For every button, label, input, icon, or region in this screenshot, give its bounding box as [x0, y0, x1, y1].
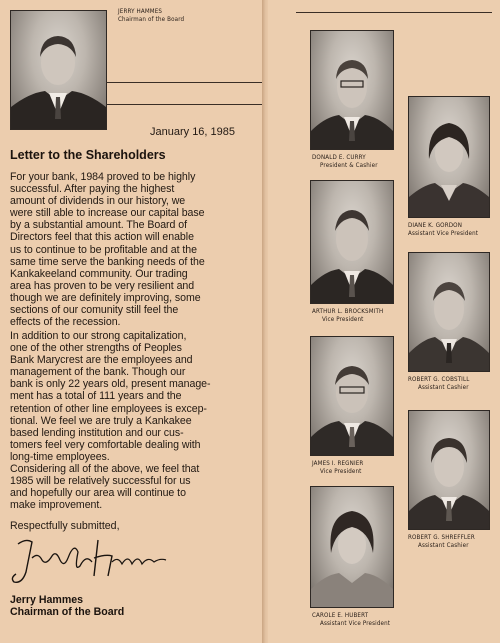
officer-title: President & Cashier — [320, 161, 378, 169]
letter-line: Kankakeeland community. Our trading — [10, 267, 188, 280]
letter-heading: Letter to the Shareholders — [10, 148, 166, 162]
letter-paragraph-2 — [10, 330, 260, 463]
letter-line: effects of the recession. — [10, 316, 121, 329]
letter-line: For your bank, 1984 proved to be highly — [10, 171, 196, 183]
officer-photo-shreffler — [408, 410, 490, 530]
letter-line: tomers feel very comfortable dealing with — [10, 438, 201, 451]
officer-title: Assistant Vice President — [408, 229, 479, 237]
officer-caption-regnier — [312, 460, 363, 475]
officer-title: Assistant Cashier — [418, 541, 469, 549]
officer-name: ROBERT G. COBSTILL — [408, 376, 470, 383]
chairman-title: Chairman of the Board — [118, 15, 185, 23]
letter-line: one of the other strengths of Peoples — [10, 342, 182, 355]
officer-name: JAMES I. REGNIER — [312, 460, 364, 467]
officer-title: Vice President — [322, 315, 364, 323]
chairman-portrait — [10, 10, 107, 130]
letter-line: us to continue to be profitable and at the — [10, 243, 197, 256]
letter-line: by a substantial amount. The Board of — [10, 219, 187, 232]
letter-line: Considering all of the above, we feel that — [10, 463, 200, 475]
officer-title: Assistant Cashier — [418, 383, 469, 391]
letter-line: though we are definitely improving, some — [10, 291, 201, 304]
letter-line: based lending institution and our cus- — [10, 426, 184, 439]
letter-closing: Respectfully submitted, — [10, 520, 120, 532]
letter-line: and hopefully our area will continue to — [10, 487, 186, 500]
officer-caption-shreffler — [408, 534, 475, 549]
chairman-caption — [118, 8, 184, 23]
letter-line: bank is only 22 years old, present manage- — [10, 378, 211, 391]
officer-caption-curry — [312, 154, 378, 169]
signer-name: Jerry Hammes — [10, 594, 84, 606]
chairman-rule-top — [106, 82, 262, 83]
letter-line: tional. We feel we are truly a Kankakee — [10, 414, 192, 427]
officer-name: ARTHUR L. BROCKSMITH — [312, 308, 384, 315]
chairman-name: JERRY HAMMES — [118, 8, 163, 15]
letter-line: 1985 will be relatively successful for us — [10, 475, 191, 488]
officer-photo-regnier — [310, 336, 394, 456]
letter-line: Bank Marycrest are the employees and — [10, 354, 193, 367]
officer-title: Vice President — [320, 467, 362, 475]
officer-caption-hubert — [312, 612, 390, 627]
signer-block — [10, 594, 124, 618]
signer-title: Chairman of the Board — [10, 606, 125, 618]
officer-name: DONALD E. CURRY — [312, 154, 366, 161]
letter-date: January 16, 1985 — [150, 126, 236, 138]
officer-caption-brocksmith — [312, 308, 383, 323]
officer-caption-gordon — [408, 222, 478, 237]
letter-line: same time serve the banking needs of the — [10, 255, 205, 268]
letter-line: ment has a total of 111 years and the — [10, 390, 182, 403]
officer-name: DIANE K. GORDON — [408, 222, 463, 229]
handwritten-signature — [8, 532, 183, 592]
letter-line: long-time employees. — [10, 450, 110, 463]
letter-line: management of the bank. Though our — [10, 366, 186, 379]
letter-line: successful. After paying the highest — [10, 183, 175, 196]
letter-line: make improvement. — [10, 499, 103, 512]
letter-line: area has proven to be very resilient and — [10, 279, 195, 292]
officer-photo-hubert — [310, 486, 394, 608]
officer-photo-curry — [310, 30, 394, 150]
officer-name: CAROLE E. HUBERT — [312, 612, 369, 619]
officer-photo-brocksmith — [310, 180, 394, 304]
letter-line: amount of dividends in our history, we — [10, 195, 186, 208]
officer-title: Assistant Vice President — [320, 619, 391, 627]
chairman-rule-bottom — [106, 104, 262, 105]
officer-photo-gordon — [408, 96, 490, 218]
officer-photo-cobstill — [408, 252, 490, 372]
letter-paragraph-3 — [10, 463, 260, 511]
right-page-top-rule — [296, 12, 492, 13]
letter-line: sections of our comunity still feel the — [10, 304, 179, 317]
letter-line: retention of other line employees is excep- — [10, 402, 207, 415]
letter-line: In addition to our strong capitalization, — [10, 330, 187, 342]
letter-paragraph-1 — [10, 171, 260, 328]
officer-caption-cobstill — [408, 376, 469, 391]
letter-line: were still able to increase our capital base — [10, 207, 205, 220]
officer-name: ROBERT G. SHREFFLER — [408, 534, 475, 541]
letter-line: Directors feel that this action will enable — [10, 231, 194, 244]
